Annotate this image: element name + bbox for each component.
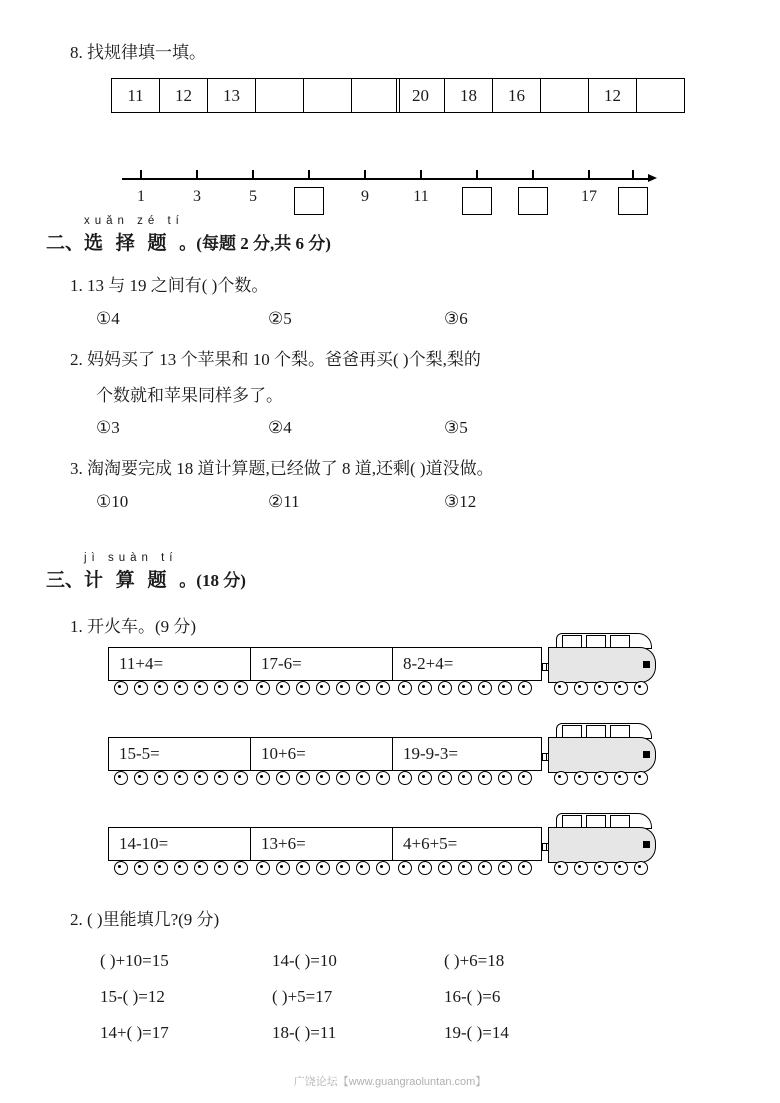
train-wheels	[548, 861, 698, 877]
number-line-label: 11	[413, 188, 429, 205]
section-two-title	[46, 228, 780, 255]
train-car-expression[interactable]: 15-5=	[108, 737, 258, 771]
train-diagrams	[0, 647, 780, 889]
fill-item[interactable]: ( )+5=17	[272, 986, 333, 1006]
section-three-title	[46, 565, 780, 592]
number-line-blank[interactable]	[618, 187, 648, 215]
section-three	[0, 552, 780, 642]
number-line-blank[interactable]	[518, 187, 548, 215]
fill-item[interactable]: 16-( )=6	[444, 986, 501, 1006]
fill-item[interactable]: 14-( )=10	[272, 950, 337, 970]
option-b[interactable]: ②11	[268, 492, 300, 511]
train-wheels	[392, 681, 542, 697]
question-3-text: 3. 淘淘要完成 18 道计算题,已经做了 8 道,还剩( )道没做。	[70, 459, 494, 479]
train-car-expression[interactable]: 11+4=	[108, 647, 258, 681]
train-row	[0, 647, 780, 709]
pattern-grid-right	[396, 78, 685, 113]
subsection-2-heading: 2. ( )里能填几?(9 分)	[70, 910, 220, 929]
number-line	[122, 156, 667, 216]
fill-row	[100, 1023, 780, 1043]
option-c[interactable]: ③6	[444, 308, 468, 328]
option-b[interactable]: ②5	[268, 308, 292, 328]
subsection-1-heading: 1. 开火车。(9 分)	[70, 617, 197, 636]
section-8-heading: 8. 找规律填一填。	[70, 43, 206, 62]
grid-cell[interactable]: 12	[589, 79, 637, 112]
section-two	[0, 215, 780, 512]
option-a[interactable]: ①3	[96, 418, 120, 438]
grid-cell[interactable]: 11	[112, 79, 160, 112]
section-three-number: 三、	[46, 570, 85, 591]
grid-cell[interactable]: 20	[397, 79, 445, 112]
train-wheels	[392, 771, 542, 787]
footer-watermark: 广饶论坛【www.guangraoluntan.com】	[293, 1076, 487, 1088]
locomotive-icon	[548, 723, 656, 775]
train-wheels	[392, 861, 542, 877]
train-car-expression[interactable]: 4+6+5=	[392, 827, 542, 861]
locomotive-icon	[548, 633, 656, 685]
locomotive-icon	[548, 813, 656, 865]
grid-cell[interactable]	[256, 79, 304, 112]
number-line-label: 1	[137, 188, 145, 205]
grid-cell[interactable]	[637, 79, 684, 112]
train-row	[0, 827, 780, 889]
question-3-options	[96, 492, 780, 512]
question-2-text: 2. 妈妈买了 13 个苹果和 10 个梨。爸爸再买( )个梨,梨的	[70, 349, 481, 369]
option-b[interactable]: ②4	[268, 418, 292, 438]
train-wheels	[108, 681, 258, 697]
train-wheels	[250, 861, 400, 877]
train-car-expression[interactable]: 13+6=	[250, 827, 400, 861]
fill-row	[100, 951, 780, 971]
subsection-2	[0, 905, 780, 1043]
section-two-number: 二、	[46, 233, 85, 254]
option-a[interactable]: ①4	[96, 308, 120, 328]
train-wheels	[548, 771, 698, 787]
grid-cell[interactable]: 18	[445, 79, 493, 112]
question-1-text: 1. 13 与 19 之间有( )个数。	[70, 276, 269, 295]
number-line-blank[interactable]	[462, 187, 492, 215]
pattern-grid-left	[111, 78, 400, 113]
number-line-label: 17	[581, 188, 597, 205]
number-line-label: 5	[249, 188, 257, 205]
section-three-title-text: 计 算 题	[84, 570, 180, 591]
question-1-options	[96, 309, 780, 329]
section-two-score: 。(每题 2 分,共 6 分)	[179, 234, 331, 253]
fill-item[interactable]: 18-( )=11	[272, 1022, 337, 1042]
option-c[interactable]: ③12	[444, 492, 477, 511]
fill-row	[100, 987, 780, 1007]
train-wheels	[250, 771, 400, 787]
train-car-expression[interactable]: 10+6=	[250, 737, 400, 771]
section-two-title-text: 选 择 题	[84, 233, 180, 254]
train-wheels	[108, 861, 258, 877]
train-wheels	[250, 681, 400, 697]
fill-item[interactable]: 19-( )=14	[444, 1022, 509, 1042]
grid-cell[interactable]: 16	[493, 79, 541, 112]
number-line-axis	[122, 178, 650, 180]
section-two-pinyin: xuǎn zé tí	[84, 215, 184, 227]
number-line-label: 9	[361, 188, 369, 205]
section-three-score: 。(18 分)	[179, 571, 246, 590]
number-line-arrow-icon	[648, 174, 657, 182]
grid-cell[interactable]: 12	[160, 79, 208, 112]
grid-cell[interactable]	[541, 79, 589, 112]
question-2-options	[96, 418, 780, 438]
fill-item[interactable]: ( )+10=15	[100, 950, 169, 970]
question-2-text-line2: 个数就和苹果同样多了。	[96, 385, 283, 405]
grid-cell[interactable]	[304, 79, 352, 112]
train-row	[0, 737, 780, 799]
grid-cell[interactable]: 13	[208, 79, 256, 112]
fill-item[interactable]: 15-( )=12	[100, 986, 165, 1006]
option-c[interactable]: ③5	[444, 418, 468, 438]
train-wheels	[108, 771, 258, 787]
section-three-pinyin: jì suàn tí	[84, 552, 178, 564]
grid-cell[interactable]	[352, 79, 399, 112]
option-a[interactable]: ①10	[96, 492, 129, 511]
fill-item[interactable]: ( )+6=18	[444, 950, 505, 970]
train-car-expression[interactable]: 19-9-3=	[392, 737, 542, 771]
train-car-expression[interactable]: 17-6=	[250, 647, 400, 681]
train-wheels	[548, 681, 698, 697]
section-8	[0, 38, 780, 205]
fill-item[interactable]: 14+( )=17	[100, 1022, 169, 1042]
train-car-expression[interactable]: 14-10=	[108, 827, 258, 861]
number-line-blank[interactable]	[294, 187, 324, 215]
number-line-label: 3	[193, 188, 201, 205]
train-car-expression[interactable]: 8-2+4=	[392, 647, 542, 681]
